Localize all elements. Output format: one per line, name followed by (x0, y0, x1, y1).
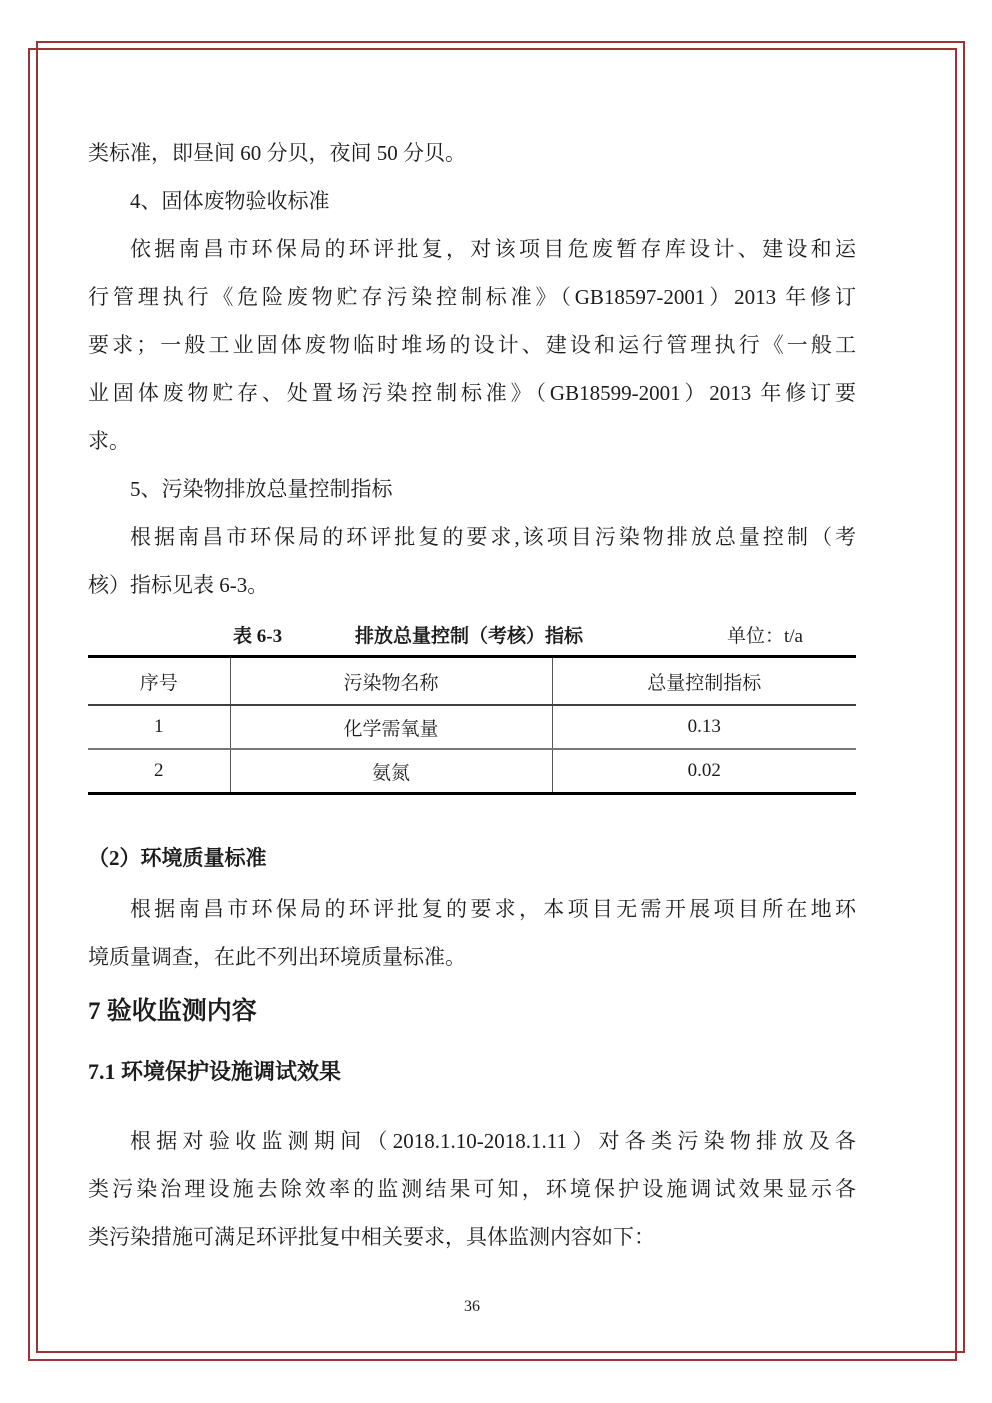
table-header-row (88, 657, 856, 706)
table-cell: 0.13 (552, 705, 856, 749)
body-line: 类标准，即昼间 60 分贝，夜间 50 分贝。 (88, 141, 466, 165)
table-header-cell: 总量控制指标 (552, 657, 856, 706)
body-line: 境质量调查，在此不列出环境质量标准。 (88, 945, 466, 969)
table-cell: 氨氮 (230, 749, 552, 794)
list-item-heading-5: 5、污染物排放总量控制指标 (130, 477, 393, 501)
body-line: 行管理执行《危险废物贮存污染控制标准》（GB18597-2001）2013 年修订 (88, 285, 856, 309)
chapter-heading-7: 7 验收监测内容 (88, 998, 257, 1025)
body-line: 根据南昌市环保局的环评批复的要求,该项目污染物排放总量控制（考 (130, 525, 856, 549)
page-content (88, 129, 856, 1317)
body-line: 核）指标见表 6-3。 (88, 573, 269, 597)
table-caption (88, 619, 856, 655)
table-caption-title: 排放总量控制（考核）指标 (355, 626, 584, 647)
section-heading-7-1: 7.1 环境保护设施调试效果 (88, 1059, 342, 1084)
table-head (88, 657, 856, 706)
body-line: 依据南昌市环保局的环评批复，对该项目危废暂存库设计、建设和运 (130, 237, 856, 261)
table-cell: 1 (88, 705, 230, 749)
total-amount-control-table (88, 655, 856, 795)
table-caption-label: 表 6-3 (233, 626, 283, 647)
table-caption-unit: 单位：t/a (727, 626, 803, 647)
body-line: 要求；一般工业固体废物临时堆场的设计、建设和运行管理执行《一般工 (88, 333, 856, 357)
list-item-heading-4: 4、固体废物验收标准 (130, 189, 330, 213)
page-number: 36 (464, 1298, 480, 1315)
section-heading-env-quality: （2）环境质量标准 (88, 846, 267, 870)
body-line: 类污染措施可满足环评批复中相关要求，具体监测内容如下： (88, 1225, 655, 1249)
table-cell: 2 (154, 760, 164, 781)
table-header-cell: 序号 (88, 657, 230, 706)
table-header-cell: 污染物名称 (230, 657, 552, 706)
body-line: 求。 (88, 429, 130, 453)
table-row (88, 749, 856, 794)
table-cell: 0.02 (552, 749, 856, 794)
table-cell: 化学需氧量 (230, 705, 552, 749)
body-line: 根据南昌市环保局的环评批复的要求，本项目无需开展项目所在地环 (130, 897, 856, 921)
table-body (88, 705, 856, 794)
body-line: 类污染治理设施去除效率的监测结果可知，环境保护设施调试效果显示各 (88, 1177, 856, 1201)
table-row (88, 705, 856, 749)
body-line: 业固体废物贮存、处置场污染控制标准》（GB18599-2001）2013 年修订要 (88, 381, 856, 405)
body-line: 根据对验收监测期间（2018.1.10-2018.1.11）对各类污染物排放及各 (130, 1129, 856, 1153)
